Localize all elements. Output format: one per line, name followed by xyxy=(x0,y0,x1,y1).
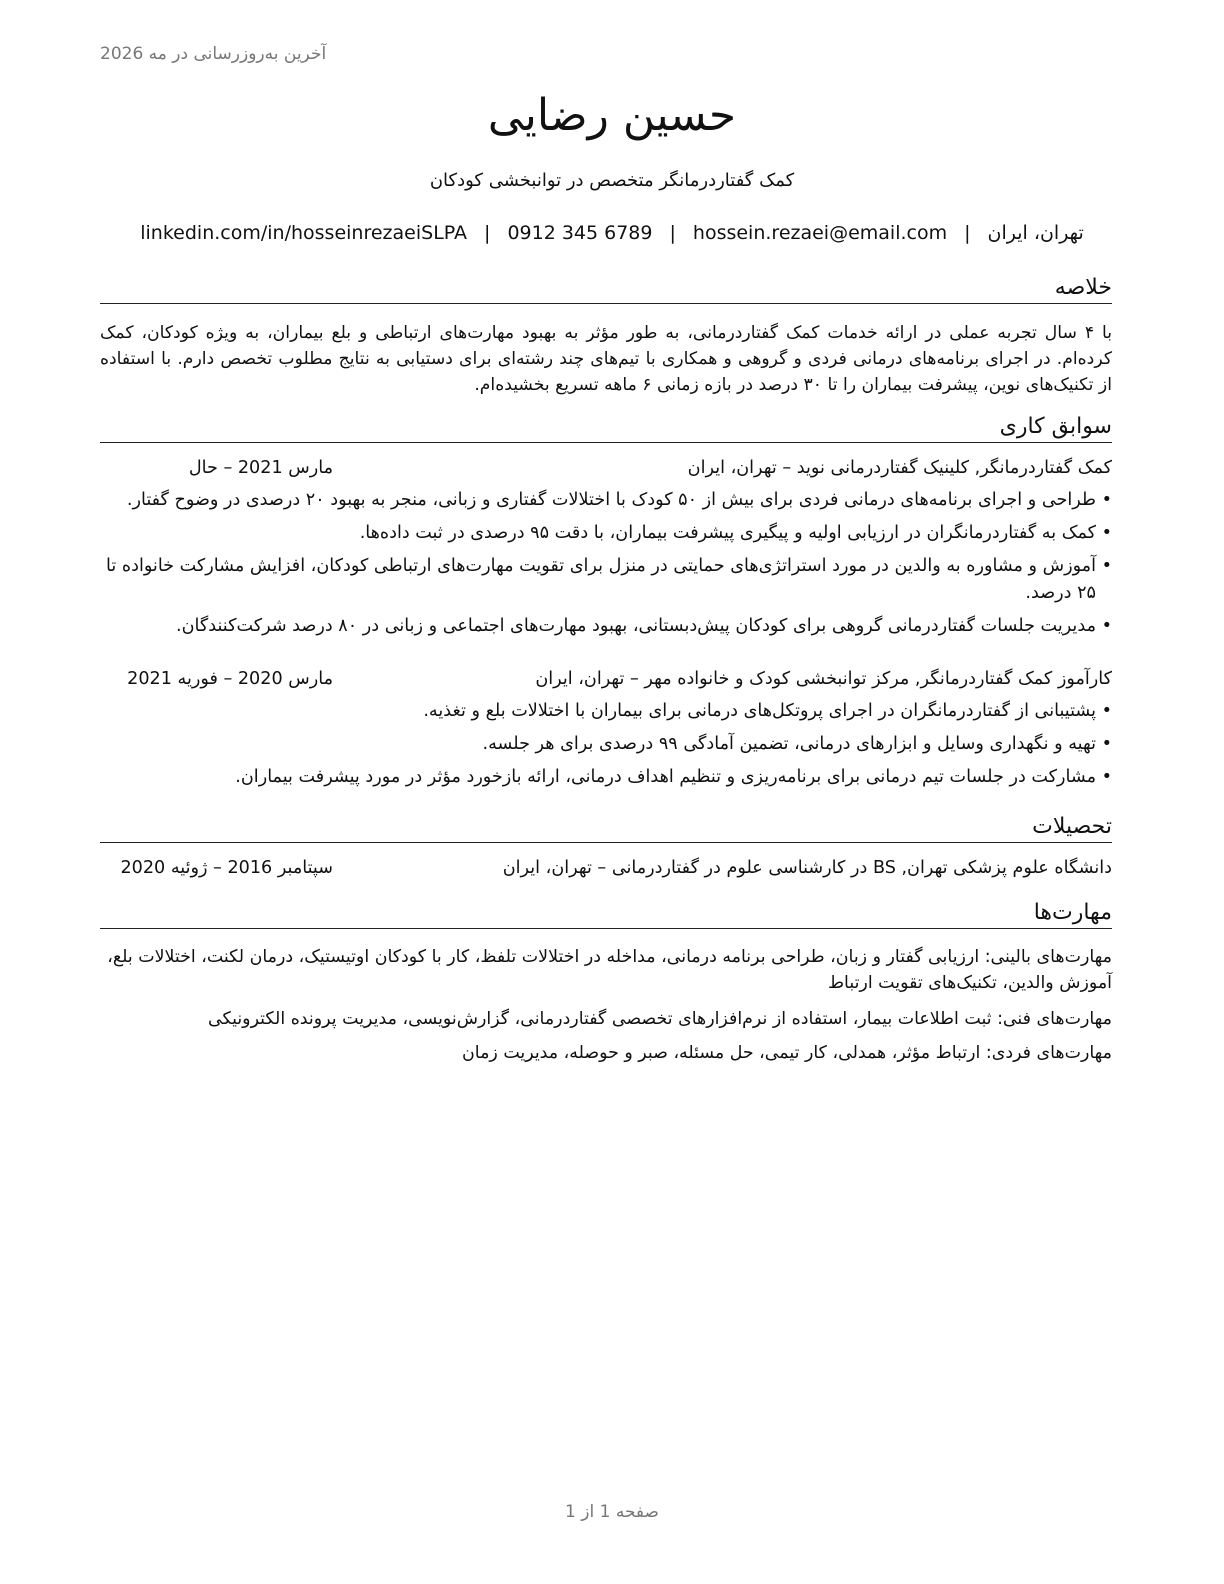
location: تهران، ایران xyxy=(987,222,1084,244)
section-heading-education: تحصیلات xyxy=(100,812,1112,843)
education-entry xyxy=(100,858,1112,884)
skill-line: مهارت‌های بالینی: ارزیابی گفتار و زبان، طراحی برنامه درمانی، مداخله در اختلالات تلفظ، کار با کودکان اوتیستیک، درمان لکنت، اختلالات بلع، آموزش والدین، تکنیک‌های تقویت ارتباط xyxy=(107,947,1112,993)
job-bullet: • پشتیبانی از گفتاردرمانگران در اجرای پروتکل‌های درمانی برای بیماران با اختلالات بلع و تغذیه. xyxy=(96,698,1112,725)
candidate-name: حسین رضایی xyxy=(487,90,737,141)
education-title: دانشگاه علوم پزشکی تهران, BS در کارشناسی علوم در گفتاردرمانی – تهران، ایران xyxy=(502,858,1112,878)
job-entry-header xyxy=(100,458,1112,484)
job-dates: مارس 2021 – حال xyxy=(188,458,333,478)
candidate-title: کمک گفتاردرمانگر متخصص در توانبخشی کودکان xyxy=(429,170,795,191)
last-updated-note: آخرین به‌روزرسانی در مه 2026 xyxy=(100,44,327,64)
job-title: کارآموز کمک گفتاردرمانگر, مرکز توانبخشی کودک و خانواده مهر – تهران، ایران xyxy=(535,669,1112,689)
job-bullet: • طراحی و اجرای برنامه‌های درمانی فردی برای بیش از ۵۰ کودک با اختلالات گفتاری و زبانی، منجر به بهبود ۲۰ درصدی در وضوح گفتار. xyxy=(96,487,1112,514)
linkedin-link[interactable]: linkedin.com/in/hosseinrezaeiSLPA xyxy=(140,222,468,244)
skill-line: مهارت‌های فردی: ارتباط مؤثر، همدلی، کار تیمی، حل مسئله، صبر و حوصله، مدیریت زمان xyxy=(462,1043,1112,1063)
job-dates: مارس 2020 – فوریه 2021 xyxy=(127,669,333,689)
contact-separator: | xyxy=(964,222,971,244)
job-bullet: • آموزش و مشاوره به والدین در مورد استراتژی‌های حمایتی در منزل برای تقویت مهارت‌های ارتباطی کودکان، افزایش مشارکت خانواده تا ۲۵ درصد. xyxy=(96,553,1112,607)
job-bullet: • کمک به گفتاردرمانگران در ارزیابی اولیه و پیگیری پیشرفت بیماران، با دقت ۹۵ درصدی در ثبت داده‌ها. xyxy=(96,520,1112,547)
job-bullet: • مشارکت در جلسات تیم درمانی برای برنامه‌ریزی و تنظیم اهداف درمانی، ارائه بازخورد مؤثر در مورد پیشرفت بیماران. xyxy=(96,764,1112,791)
email-link[interactable]: hossein.rezaei@email.com xyxy=(692,222,948,244)
contact-separator: | xyxy=(669,222,676,244)
job-bullet: • مدیریت جلسات گفتاردرمانی گروهی برای کودکان پیش‌دبستانی، بهبود مهارت‌های اجتماعی و زبانی در ۸۰ درصد شرکت‌کنندگان. xyxy=(96,613,1112,640)
job-bullet-list xyxy=(96,487,1112,646)
section-heading-skills: مهارت‌ها xyxy=(100,898,1112,929)
contact-separator: | xyxy=(484,222,491,244)
section-heading-experience: سوابق کاری xyxy=(100,412,1112,443)
skill-line: مهارت‌های فنی: ثبت اطلاعات بیمار، استفاده از نرم‌افزارهای تخصصی گفتاردرمانی، گزارش‌نویسی، مدیریت پرونده الکترونیکی xyxy=(208,1009,1112,1029)
contact-line xyxy=(0,222,1224,244)
summary-text: با ۴ سال تجربه عملی در ارائه خدمات کمک گفتاردرمانی، به طور مؤثر به بهبود مهارت‌های ارتباطی و بلع بیماران، به ویژه کودکان، کمک کرده‌ام. در اجرای برنامه‌های درمانی فردی و گروهی و همکاری با تیم‌های چند رشته‌ای برای دستیابی به نتایج مطلوب تخصص دارم. با استفاده از تکنیک‌های نوین، پیشرفت بیماران را تا ۳۰ درصد در بازه زمانی ۶ ماهه تسریع بخشیده‌ام. xyxy=(100,323,1113,395)
job-entry-header xyxy=(100,669,1112,695)
phone-number: 0912 345 6789 xyxy=(507,222,653,244)
job-bullet: • تهیه و نگهداری وسایل و ابزارهای درمانی، تضمین آمادگی ۹۹ درصدی برای هر جلسه. xyxy=(96,731,1112,758)
section-heading-summary: خلاصه xyxy=(100,273,1112,304)
job-title: کمک گفتاردرمانگر, کلینیک گفتاردرمانی نوید – تهران، ایران xyxy=(687,458,1112,478)
job-bullet-list xyxy=(96,698,1112,797)
page-number: صفحه 1 از 1 xyxy=(565,1502,659,1522)
education-dates: سپتامبر 2016 – ژوئیه 2020 xyxy=(120,858,333,878)
